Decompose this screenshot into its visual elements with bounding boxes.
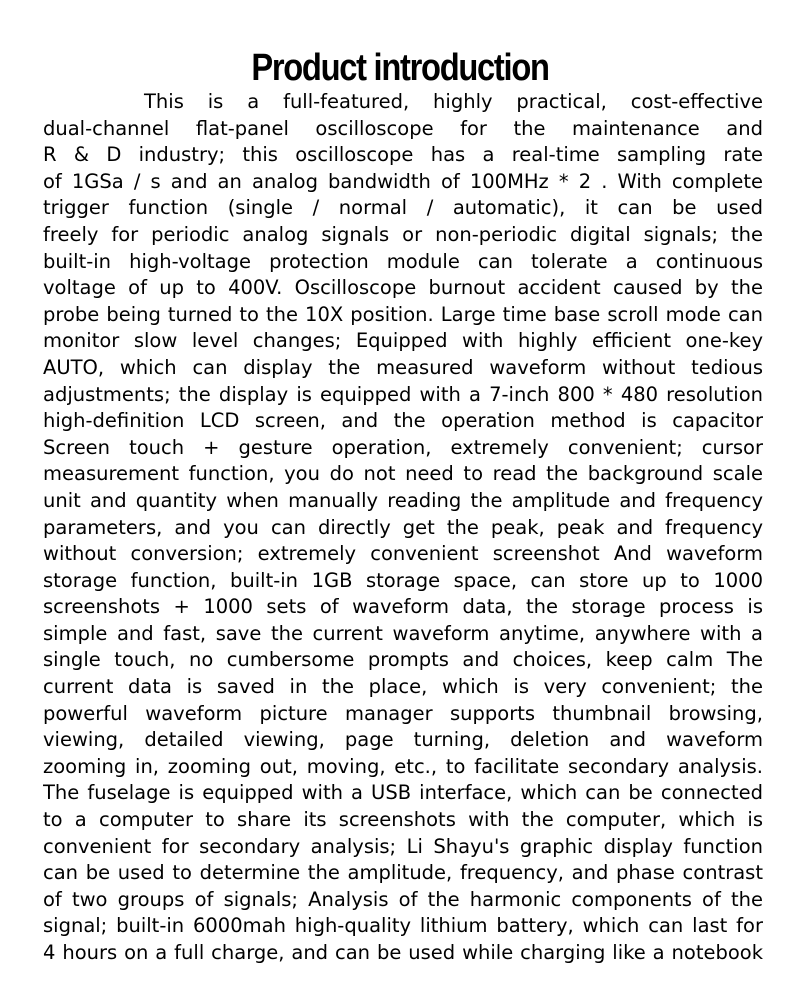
description-line: measurement function, you do not need to read the background scale	[43, 462, 763, 486]
description-line: monitor slow level changes; Equipped with highly efficient one-key	[43, 329, 763, 353]
description-line: unit and quantity when manually reading the amplitude and frequency	[43, 488, 763, 512]
page-title: Product introduction	[251, 47, 549, 90]
description-line: R & D industry; this oscilloscope has a real-time sampling rate	[43, 143, 763, 167]
description-line: viewing, detailed viewing, page turning, deletion and waveform	[43, 728, 763, 752]
description-line: signal; built-in 6000mah high-quality lithium battery, which can last for	[43, 914, 763, 938]
description-line: simple and fast, save the current waveform anytime, anywhere with a	[43, 621, 763, 645]
description-line: AUTO, which can display the measured waveform without tedious	[43, 355, 763, 379]
description-line: probe being turned to the 10X position. Large time base scroll mode can	[43, 302, 763, 326]
description-line: of two groups of signals; Analysis of the harmonic components of the	[43, 887, 763, 911]
description-line: dual-channel flat-panel oscilloscope for the maintenance and	[43, 116, 763, 140]
description-line: This is a full-featured, highly practical, cost-effective	[144, 90, 763, 113]
description-line: adjustments; the display is equipped with a 7-inch 800 * 480 resolution	[43, 382, 763, 406]
description-line: zooming in, zooming out, moving, etc., to facilitate secondary analysis.	[43, 754, 763, 778]
description-line: convenient for secondary analysis; Li Shayu's graphic display function	[43, 834, 763, 858]
description-line: built-in high-voltage protection module can tolerate a continuous	[43, 249, 763, 273]
description-line: voltage of up to 400V. Oscilloscope burnout accident caused by the	[43, 276, 763, 300]
description-line: powerful waveform picture manager supports thumbnail browsing,	[43, 701, 763, 725]
description-line: current data is saved in the place, which is very convenient; the	[43, 675, 763, 699]
description-line: trigger function (single / normal / automatic), it can be used	[43, 196, 763, 220]
description-line: 4 hours on a full charge, and can be used while charging like a notebook	[43, 941, 763, 964]
description-line: can be used to determine the amplitude, frequency, and phase contrast	[43, 861, 763, 885]
product-description	[43, 89, 763, 967]
description-line: Screen touch + gesture operation, extremely convenient; cursor	[43, 435, 763, 459]
description-line: The fuselage is equipped with a USB interface, which can be connected	[43, 781, 763, 805]
description-line: parameters, and you can directly get the peak, peak and frequency	[43, 515, 763, 539]
description-line: high-definition LCD screen, and the operation method is capacitor	[43, 409, 763, 433]
description-line: freely for periodic analog signals or non-periodic digital signals; the	[43, 222, 763, 246]
description-line: storage function, built-in 1GB storage space, can store up to 1000	[43, 568, 763, 592]
description-line: screenshots + 1000 sets of waveform data, the storage process is	[43, 595, 763, 619]
description-line: to a computer to share its screenshots with the computer, which is	[43, 808, 763, 832]
description-line: without conversion; extremely convenient screenshot And waveform	[43, 542, 763, 566]
description-line: single touch, no cumbersome prompts and choices, keep calm The	[43, 648, 763, 672]
description-line: of 1GSa / s and an analog bandwidth of 100MHz * 2 . With complete	[43, 169, 763, 193]
